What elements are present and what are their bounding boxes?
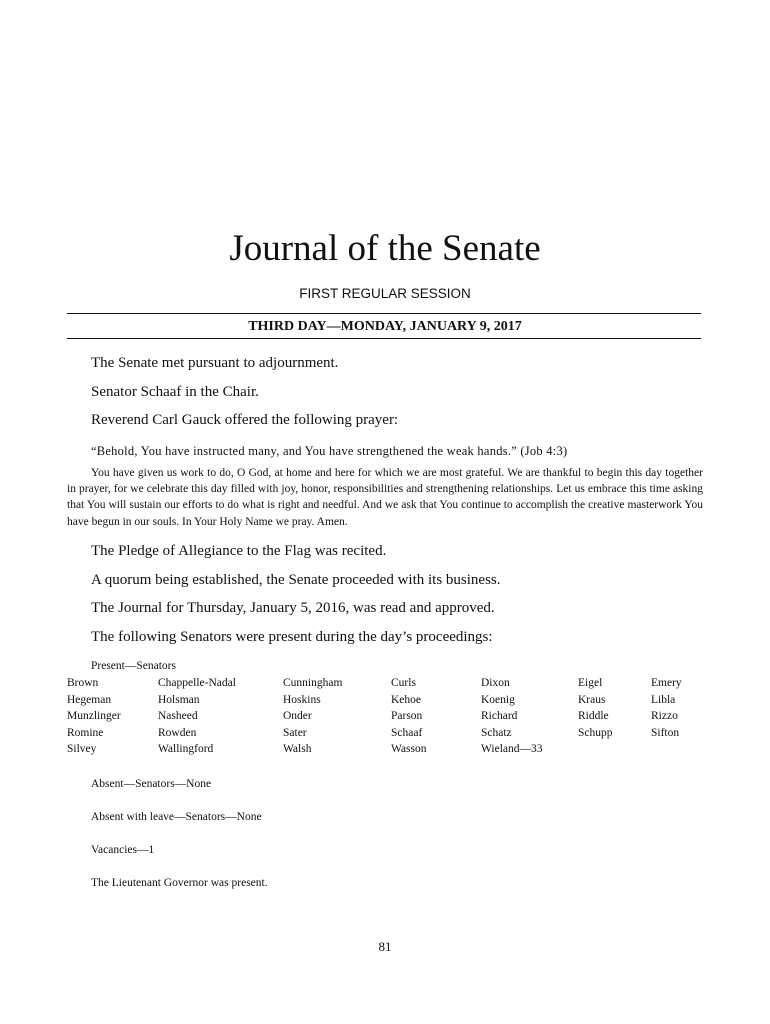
senator-name: Sater [283,727,307,739]
senator-name: Schaaf [391,727,423,739]
senator-name: Nasheed [158,710,198,722]
senator-name: Holsman [158,694,200,706]
senator-name: Schupp [578,727,613,739]
page-number: 81 [378,939,392,954]
present-label: Present—Senators [91,660,176,672]
senator-name: Rizzo [651,710,678,722]
scripture-quote: “Behold, You have instructed many, and You have strengthened the weak hands.” (Job 4:3) [91,444,568,458]
senator-name: Silvey [67,743,97,755]
senator-name: Walsh [283,743,312,755]
senator-name: Brown [67,677,99,689]
adjournment-paragraph: The Senate met pursuant to adjournment. [91,355,339,371]
senator-name: Eigel [578,677,603,689]
senator-name: Koenig [481,694,515,706]
vacancies-label: Vacancies—1 [91,844,155,856]
senator-name: Riddle [578,710,609,722]
journal-title: Journal of the Senate [229,228,541,269]
prayer-intro-paragraph: Reverend Carl Gauck offered the following prayer: [91,412,399,428]
session-label: FIRST REGULAR SESSION [299,286,471,301]
senator-name: Wieland—33 [481,743,543,755]
senator-name: Libla [651,694,676,706]
senator-name: Emery [651,677,682,689]
senator-name: Kraus [578,694,606,706]
heading-rule-bottom [67,338,701,339]
senator-name: Schatz [481,727,512,739]
senator-name: Rowden [158,727,197,739]
journal-approved-paragraph: The Journal for Thursday, January 5, 2016, was read and approved. [91,600,495,616]
senator-name: Parson [391,710,423,722]
senator-name: Curls [391,677,416,689]
senator-name: Hegeman [67,694,112,706]
pledge-paragraph: The Pledge of Allegiance to the Flag was recited. [91,543,387,559]
lieutenant-governor-note: The Lieutenant Governor was present. [91,877,268,889]
senator-name: Kehoe [391,694,422,706]
senator-name: Munzlinger [67,710,121,722]
senator-name: Wasson [391,743,427,755]
senator-name: Dixon [481,677,510,689]
senator-name: Sifton [651,727,680,739]
senator-name: Hoskins [283,694,321,706]
absent-with-leave-label: Absent with leave—Senators—None [91,811,262,823]
senator-name: Wallingford [158,743,214,755]
heading-rule-top [67,313,701,314]
chair-paragraph: Senator Schaaf in the Chair. [91,384,259,400]
senator-name: Richard [481,710,518,722]
prayer-text: You have given us work to do, O God, at home and here for which we are most grateful. We are thankful to begin this day together in prayer, for we celebrate this day filled with joy, honor, responsibilities and strengthening relationships. Let us embrace this time asking that You will sustain our efforts to do what is right and needful. And we ask that You continue to accomplish the creative masterwork You have begun in our souls. In Your Holy Name we pray. Amen. [67,467,703,528]
senator-name: Cunningham [283,677,343,689]
absent-label: Absent—Senators—None [91,778,212,790]
senator-name: Onder [283,710,312,722]
day-heading: THIRD DAY—MONDAY, JANUARY 9, 2017 [248,319,522,334]
senator-name: Romine [67,727,104,739]
senators-present-intro: The following Senators were present during the day’s proceedings: [91,629,493,645]
senator-name: Chappelle-Nadal [158,677,236,689]
quorum-paragraph: A quorum being established, the Senate proceeded with its business. [91,572,501,588]
